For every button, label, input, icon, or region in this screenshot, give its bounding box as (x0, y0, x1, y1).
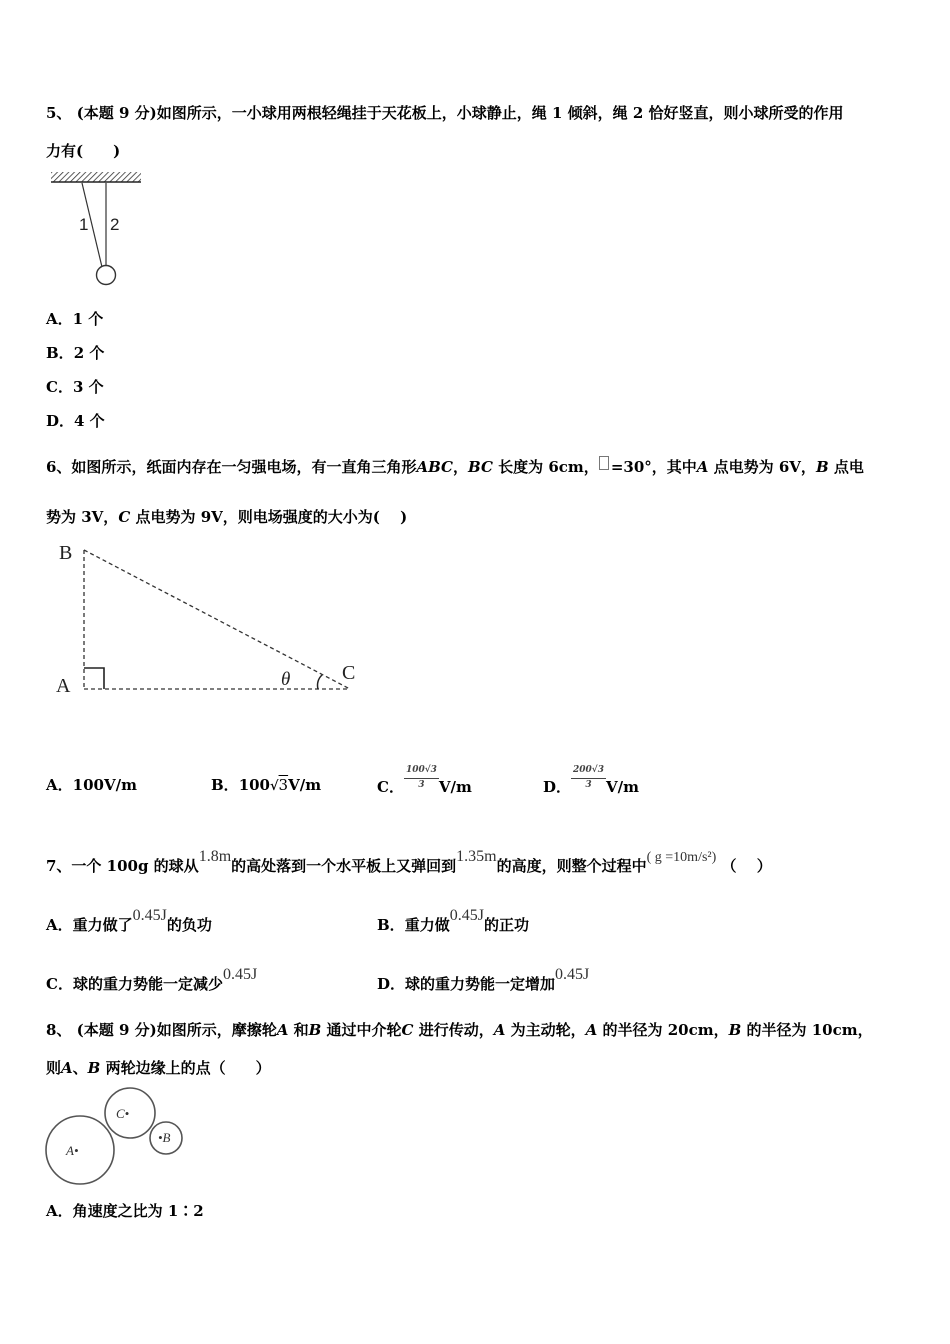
q5-option-a: A．1 个 (46, 310, 104, 328)
q5-stem-line1: 5、 (本题 9 分)如图所示，一小球用两根轻绳挂于天花板上，小球静止，绳 1 倾斜，绳 2 恰好竖直，则小球所受的作用 (46, 104, 844, 122)
q5-option-d: D．4 个 (46, 412, 105, 430)
q6-option-b: B．100√3V/m (211, 776, 322, 794)
missing-symbol-box (599, 456, 609, 470)
q8-stem-line1: 8、 (本题 9 分)如图所示，摩擦轮A 和B 通过中介轮C 进行传动，A 为主动轮，A 的半径为 20cm，B 的半径为 10cm， (46, 1021, 873, 1039)
q7-option-d: D．球的重力势能一定增加0.45J (377, 966, 590, 993)
theta-label: θ (281, 669, 291, 690)
q6-option-a: A．100V/m (46, 776, 137, 794)
q8-wheels-figure (40, 1084, 190, 1190)
side-bc (84, 550, 350, 689)
q5-option-c: C．3 个 (46, 378, 104, 396)
vertex-c-label: C (342, 662, 356, 684)
angle-arc (317, 675, 322, 689)
q6-stem-line2: 势为 3V，C 点电势为 9V，则电场强度的大小为( ) (46, 508, 408, 526)
q6-stem-line1: 6、如图所示，纸面内存在一匀强电场，有一直角三角形ABC，BC 长度为 6cm， =30°，其中A 点电势为 6V，B 点电 (46, 458, 864, 476)
q7-option-a: A．重力做了0.45J的负功 (46, 907, 212, 934)
wheel-c-label: C• (116, 1106, 130, 1121)
q6-option-c: C． $\frac{100√3}{3}$ V/m (377, 765, 472, 796)
q5-option-b: B．2 个 (46, 344, 105, 362)
wheel-b-label: •B (158, 1130, 171, 1145)
q6-option-d: D． $\frac{200√3}{3}$ V/m (543, 765, 639, 796)
q5-figure (44, 168, 154, 292)
wheel-a-label: A• (66, 1143, 79, 1158)
wheel-a (46, 1116, 114, 1184)
vertex-a-label: A (56, 675, 71, 697)
q8-stem-line2: 则A、B 两轮边缘上的点（ ） (46, 1059, 271, 1077)
q6-triangle-figure (50, 538, 370, 703)
q7-stem: 7、一个 100g 的球从1.8m的高处落到一个水平板上又弹回到1.35m的高度，则整个过程中( g =10m/s²) （ ） (46, 848, 772, 875)
fraction: $\frac{100√3}{3}$ (405, 765, 437, 790)
vertex-b-label: B (59, 542, 73, 564)
q8-option-a: A．角速度之比为 1∶2 (46, 1202, 204, 1220)
right-angle-mark (84, 668, 104, 689)
ceiling (51, 172, 141, 182)
rope-2-label: 2 (110, 215, 120, 234)
q5-stem-line2: 力有( ) (46, 142, 121, 160)
q7-option-b: B．重力做0.45J的正功 (377, 907, 529, 934)
q7-option-c: C．球的重力势能一定减少0.45J (46, 966, 258, 993)
ball (97, 266, 116, 285)
fraction: $\frac{200√3}{3}$ (573, 765, 604, 790)
rope-1-label: 1 (79, 215, 89, 234)
wheel-c (105, 1088, 155, 1138)
